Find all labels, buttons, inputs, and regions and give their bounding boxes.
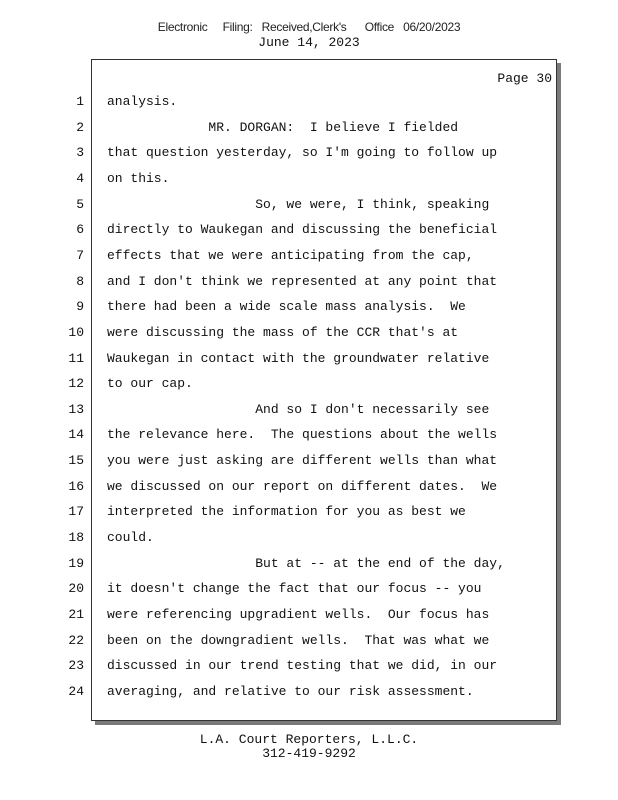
- line-number: 4: [76, 170, 84, 186]
- line-text: interpreted the information for you as best we: [107, 504, 466, 520]
- line-text: could.: [107, 530, 154, 546]
- line-text: analysis.: [107, 94, 178, 109]
- line-number: 5: [76, 196, 84, 212]
- transcript-line: [0, 374, 560, 394]
- line-text: discussed in our trend testing that we did, in our: [107, 658, 498, 674]
- footer-phone: 312-419-9292: [262, 746, 356, 761]
- line-text: Waukegan in contact with the groundwater relative: [107, 350, 490, 366]
- line-text: effects that we were anticipating from the cap,: [107, 247, 474, 263]
- line-number: 11: [68, 350, 84, 366]
- line-number: 6: [76, 222, 84, 238]
- transcript-line: [0, 605, 560, 625]
- line-number: 23: [68, 658, 84, 674]
- line-number: 15: [68, 453, 84, 469]
- line-number: 20: [68, 581, 84, 597]
- line-number: 8: [76, 273, 84, 289]
- transcript-line: [0, 220, 560, 240]
- line-text: And so I don't necessarily see: [107, 401, 490, 417]
- line-text: MR. DORGAN: I believe I fielded: [107, 119, 459, 135]
- transcript-line: [0, 656, 560, 676]
- line-number: 9: [76, 299, 84, 315]
- transcript-line: [0, 502, 560, 522]
- page-number: Page 30: [497, 71, 552, 86]
- line-text: were discussing the mass of the CCR that's at: [107, 324, 459, 340]
- line-text: averaging, and relative to our risk assessment.: [107, 683, 474, 699]
- transcript-line: [0, 246, 560, 266]
- transcript-line: [0, 195, 560, 215]
- transcript-line: [0, 451, 560, 471]
- line-text: the relevance here. The questions about the wells: [107, 427, 498, 443]
- line-number: 2: [76, 119, 84, 135]
- transcript-line: [0, 272, 560, 292]
- line-text: were referencing upgradient wells. Our focus has: [107, 607, 490, 622]
- line-text: been on the downgradient wells. That was what we: [107, 632, 490, 648]
- line-number: 24: [68, 683, 84, 699]
- transcript-line: [0, 118, 560, 138]
- line-text: we discussed on our report on different dates. We: [107, 478, 498, 494]
- transcript-line: [0, 323, 560, 343]
- line-text: and I don't think we represented at any point that: [107, 273, 498, 289]
- line-text: directly to Waukegan and discussing the beneficial: [107, 222, 498, 238]
- transcript-line: [0, 554, 560, 574]
- transcript-line: [0, 400, 560, 420]
- line-number: 7: [76, 247, 84, 263]
- line-number: 22: [68, 632, 84, 648]
- transcript-date: June 14, 2023: [258, 35, 360, 50]
- transcript-line: [0, 143, 560, 163]
- line-text: you were just asking are different wells than what: [107, 453, 498, 469]
- filing-stamp: Electronic Filing: Received,Clerk's Office 06/20/2023: [157, 20, 461, 34]
- transcript-line: [0, 425, 560, 445]
- transcript-line: [0, 297, 560, 317]
- transcript-line: [0, 92, 560, 112]
- footer-company: L.A. Court Reporters, L.L.C.: [199, 732, 419, 747]
- transcript-line: [0, 682, 560, 702]
- transcript-line: [0, 349, 560, 369]
- line-number: 14: [68, 427, 84, 443]
- line-number: 16: [68, 478, 84, 494]
- transcript-line: [0, 477, 560, 497]
- line-number: 13: [68, 401, 84, 417]
- line-number: 3: [76, 145, 84, 161]
- line-text: So, we were, I think, speaking: [107, 196, 490, 212]
- line-number: 17: [68, 504, 84, 520]
- line-text: that question yesterday, so I'm going to follow up: [107, 145, 498, 161]
- line-number: 12: [68, 376, 84, 392]
- transcript-line: [0, 631, 560, 651]
- line-text: But at -- at the end of the day,: [107, 555, 505, 571]
- transcript-line: [0, 579, 560, 599]
- line-number: 1: [76, 94, 84, 109]
- line-number: 21: [68, 607, 84, 622]
- transcript-line: [0, 169, 560, 189]
- line-text: to our cap.: [107, 376, 193, 392]
- line-number: 19: [68, 555, 84, 571]
- line-text: it doesn't change the fact that our focus -- you: [107, 581, 482, 597]
- transcript-line: [0, 528, 560, 548]
- line-text: there had been a wide scale mass analysis. We: [107, 299, 466, 315]
- line-number: 10: [68, 324, 84, 340]
- line-number: 18: [68, 530, 84, 546]
- line-text: on this.: [107, 170, 170, 186]
